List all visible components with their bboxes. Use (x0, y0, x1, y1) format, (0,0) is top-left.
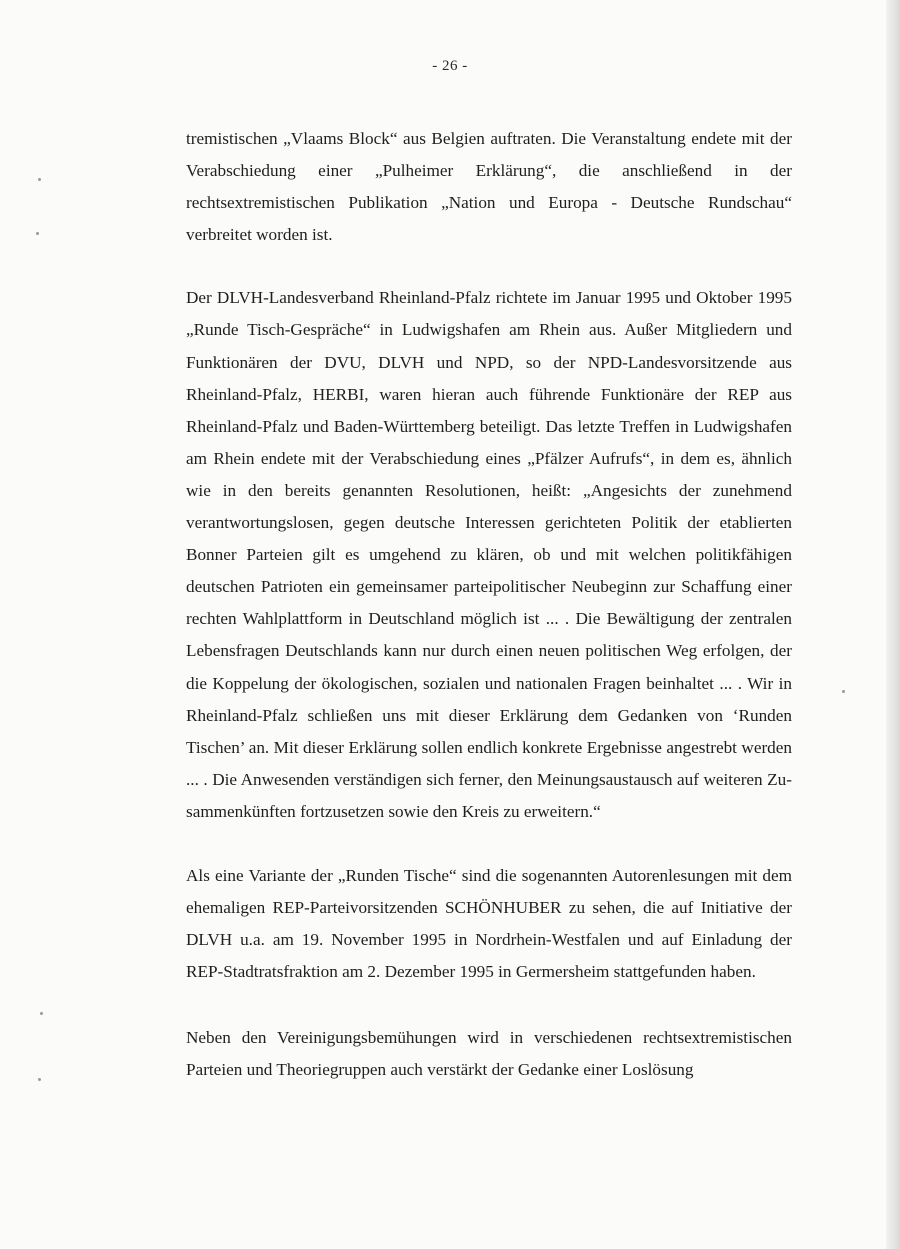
scan-speck (36, 232, 39, 235)
paragraph-vlaams-block: tremistischen „Vlaams Block“ aus Belgien auftraten. Die Veranstaltung endete mit der Verabschiedung einer „Pulheimer Erklärung“, die anschließend in der rechtsextremistischen Publikation „Nation und Europa - Deutsche Rundschau“ verbreitet worden ist. (186, 129, 792, 245)
paragraph-runde-tisch: Der DLVH-Landesverband Rheinland-Pfalz richtete im Januar 1995 und Oktober 1995 „Runde Tisch-Gespräche“ in Ludwigshafen am Rhein aus. Außer Mitgliedern und Funktionären der DVU, DLVH und NPD, so der NPD-Landesvorsitzende aus Rheinland-Pfalz, HERBI, waren hieran auch führende Funktionäre der REP aus Rheinland-Pfalz und Baden-Württemberg beteiligt. Das letzte Treffen in Ludwigshafen am Rhein endete mit der Verabschiedung eines „Pfälzer Aufrufs“, in dem es, ähnlich wie in den bereits genannten Resolutionen, heißt: „Angesichts der zunehmend verantwortungslosen, gegen deutsche Interessen gerichteten Politik der etablierten Bonner Parteien gilt es umgehend zu klären, ob und mit welchen politikfähigen deutschen Patrioten ein gemeinsamer parteipolitischer Neubeginn zur Schaffung einer rechten Wahlplattform in Deutschland möglich ist ... . Die Bewältigung der zentralen Lebensfragen Deutschlands kann nur durch einen neuen politischen Weg erfolgen, der die Koppelung der ökologischen, sozialen und nationalen Fragen beinhaltet ... . Wir in Rheinland-Pfalz schließen uns mit dieser Erklärung dem Gedanken von ‘Runden Tischen’ an. Mit dieser Erklärung sollen endlich konkrete Ergebnisse angestrebt werden ... . Die Anwesenden verständigen sich ferner, den Meinungsaustausch auf weiteren Zusammenkünften fortzusetzen sowie den Kreis zu erweitern.“ (186, 288, 792, 821)
scan-speck (38, 178, 41, 181)
page-edge-shadow (886, 0, 900, 1249)
scan-speck (38, 1078, 41, 1081)
scan-speck (842, 690, 845, 693)
body-text (186, 123, 792, 1087)
scan-speck (40, 1012, 43, 1015)
paragraph-autorenlesungen: Als eine Variante der „Runden Tische“ sind die sogenannten Autorenlesungen mit dem ehemaligen REP-Parteivorsitzenden SCHÖNHUBER zu sehen, die auf Initiative der DLVH u.a. am 19. November 1995 in Nordrhein-Westfalen und auf Einladung der REP-Stadtratsfraktion am 2. Dezember 1995 in Germersheim stattgefunden haben. (186, 865, 792, 982)
paragraph-vereinigung: Neben den Vereinigungsbemühungen wird in verschiedenen rechtsextremistischen Parteien und Theoriegruppen auch verstärkt der Gedanke einer Loslösung (186, 1028, 792, 1080)
page-number: - 26 - (432, 58, 468, 74)
